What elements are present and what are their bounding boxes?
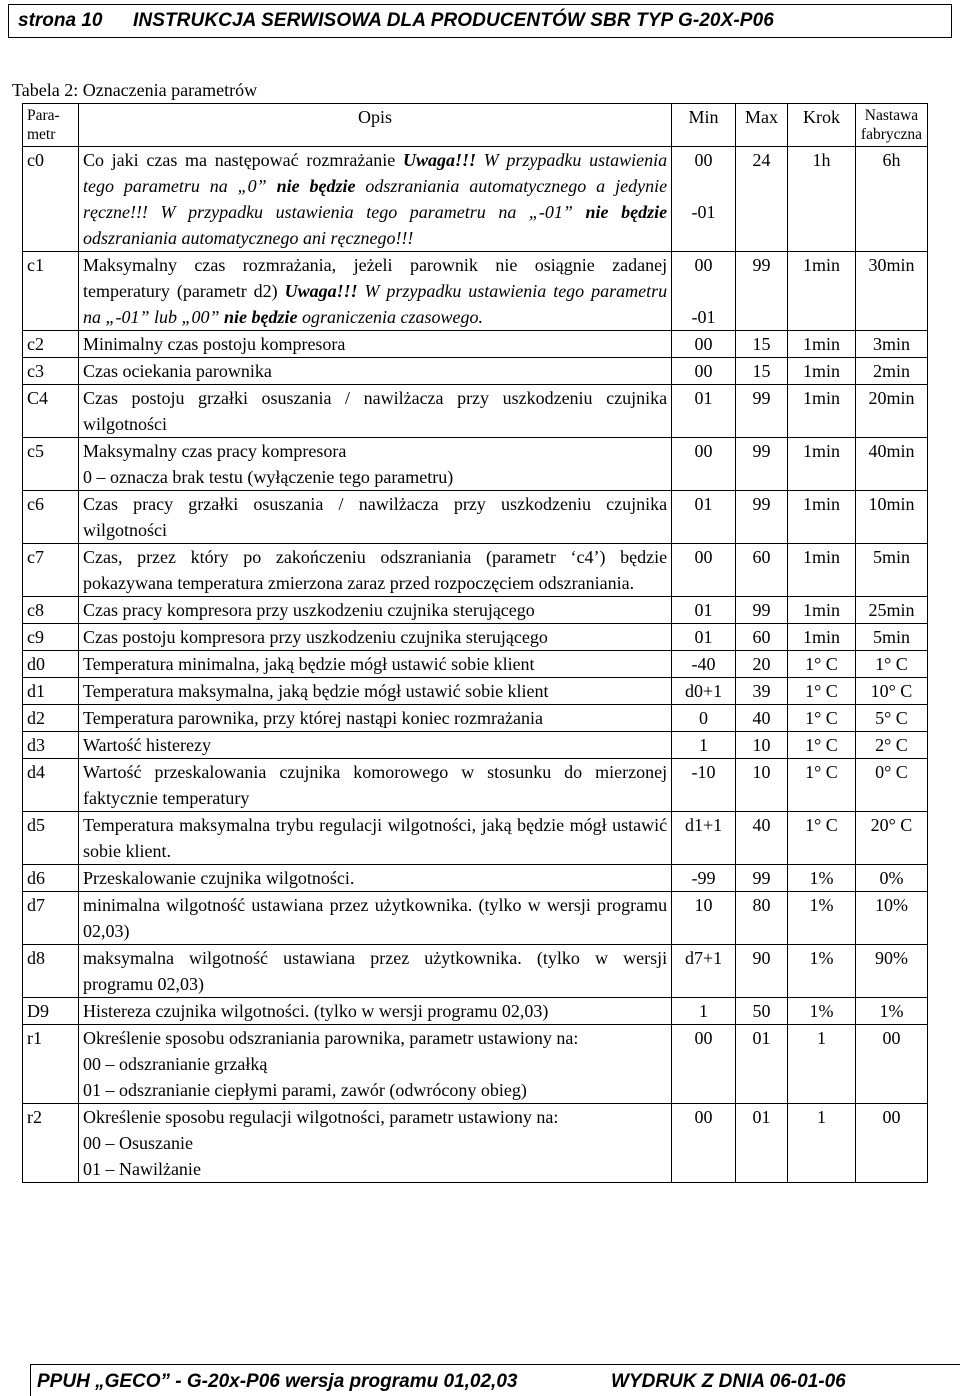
max-value: 40 — [736, 705, 788, 732]
min-value — [672, 385, 736, 438]
min-value-primary: 1 — [699, 735, 709, 755]
max-value: 20 — [736, 651, 788, 678]
description-line: Czas postoju kompresora przy uszkodzeniu czujnika sterującego — [82, 627, 548, 647]
max-value: 90 — [736, 945, 788, 998]
factory-default-value: 00 — [855, 1025, 927, 1104]
description-line: Temperatura maksymalna, jaką będzie mógł ustawić sobie klient — [82, 681, 549, 701]
min-value — [672, 678, 736, 705]
col-header-min: Min — [672, 104, 736, 147]
table-row — [23, 597, 928, 624]
table-row — [23, 678, 928, 705]
min-value — [672, 1104, 736, 1183]
max-value: 39 — [736, 678, 788, 705]
param-description — [78, 438, 671, 491]
param-code: d3 — [23, 732, 79, 759]
param-description — [78, 759, 671, 812]
footer-left: PPUH „GECO” - G-20x-P06 wersja programu 01,02,03 — [37, 1371, 518, 1392]
factory-default-value: 2° C — [855, 732, 927, 759]
step-value: 1min — [788, 544, 856, 597]
max-value: 99 — [736, 385, 788, 438]
factory-default-value: 10° C — [855, 678, 927, 705]
step-value: 1min — [788, 491, 856, 544]
factory-default-value: 10% — [855, 892, 927, 945]
description-line: Histereza czujnika wilgotności. (tylko w wersji programu 02,03) — [82, 1001, 549, 1021]
param-description — [78, 892, 671, 945]
max-value: 99 — [736, 438, 788, 491]
description-line: Temperatura parownika, przy której nastąpi koniec rozmrażania — [82, 708, 543, 728]
param-description — [78, 945, 671, 998]
step-value: 1° C — [788, 651, 856, 678]
param-code: c7 — [23, 544, 79, 597]
max-value: 99 — [736, 491, 788, 544]
factory-default-value: 3min — [855, 331, 927, 358]
min-value-primary: d0+1 — [684, 681, 723, 701]
param-description — [78, 331, 671, 358]
factory-default-value: 20min — [855, 385, 927, 438]
param-code: c5 — [23, 438, 79, 491]
min-value — [672, 491, 736, 544]
page-footer — [30, 1364, 960, 1396]
factory-default-value: 2min — [855, 358, 927, 385]
table-row — [23, 544, 928, 597]
min-value — [672, 651, 736, 678]
min-value — [672, 998, 736, 1025]
max-value: 50 — [736, 998, 788, 1025]
factory-default-value: 25min — [855, 597, 927, 624]
table-row — [23, 759, 928, 812]
max-value: 99 — [736, 865, 788, 892]
min-value-primary: 01 — [694, 627, 713, 647]
description-line: minimalna wilgotność ustawiana przez użytkownika. (tylko w wersji programu 02,03) — [82, 895, 668, 941]
min-value — [672, 732, 736, 759]
table-row — [23, 998, 928, 1025]
param-code: c3 — [23, 358, 79, 385]
description-line: Określenie sposobu odszraniania parownika, parametr ustawiony na: — [82, 1028, 579, 1048]
min-value-primary: 01 — [694, 388, 713, 408]
min-value-primary: 01 — [694, 494, 713, 514]
step-value: 1min — [788, 597, 856, 624]
min-value-primary: 00 — [694, 334, 713, 354]
table-row — [23, 732, 928, 759]
step-value: 1° C — [788, 812, 856, 865]
param-description — [78, 1104, 671, 1183]
factory-default-value: 30min — [855, 252, 927, 331]
step-value: 1° C — [788, 732, 856, 759]
step-value: 1% — [788, 865, 856, 892]
factory-default-value: 0% — [855, 865, 927, 892]
table-caption: Tabela 2: Oznaczenia parametrów — [12, 80, 258, 100]
table-row — [23, 651, 928, 678]
step-value: 1° C — [788, 678, 856, 705]
min-value-primary: 01 — [694, 600, 713, 620]
param-code: r2 — [23, 1104, 79, 1183]
param-description — [78, 812, 671, 865]
min-value-primary: 1 — [699, 1001, 709, 1021]
table-row — [23, 147, 928, 252]
step-value: 1min — [788, 624, 856, 651]
min-value-primary: 0 — [699, 708, 709, 728]
max-value: 99 — [736, 252, 788, 331]
description-line: Czas postoju grzałki osuszania / nawilżacza przy uszkodzeniu czujnika wilgotności — [82, 388, 668, 434]
document-title: INSTRUKCJA SERWISOWA DLA PRODUCENTÓW SBR TYP G-20X-P06 — [133, 10, 774, 31]
description-line: Czas pracy grzałki osuszania / nawilżacza przy uszkodzeniu czujnika wilgotności — [82, 494, 668, 540]
table-row — [23, 624, 928, 651]
table-row — [23, 1025, 928, 1104]
param-code: d1 — [23, 678, 79, 705]
table-row — [23, 385, 928, 438]
col-header-opis: Opis — [78, 104, 671, 147]
max-value: 24 — [736, 147, 788, 252]
table-row — [23, 331, 928, 358]
min-value — [672, 624, 736, 651]
min-value — [672, 331, 736, 358]
param-code: c8 — [23, 597, 79, 624]
col-header-max: Max — [736, 104, 788, 147]
page-number: strona 10 — [18, 10, 103, 31]
table-row — [23, 865, 928, 892]
step-value: 1% — [788, 945, 856, 998]
min-value-primary: -99 — [691, 868, 716, 888]
min-value — [672, 597, 736, 624]
min-value — [672, 147, 736, 252]
min-value-primary: 00 — [694, 1028, 713, 1048]
min-value — [672, 945, 736, 998]
description-line: Przeskalowanie czujnika wilgotności. — [82, 868, 355, 888]
param-description — [78, 358, 671, 385]
param-description: Co jaki czas ma następować rozmrażanie Uwaga!!! W przypadku ustawienia tego parametru na „0” nie będzie odszraniania automatycznego a jedynie ręczne!!! W przypadku ustawienia tego parametru na „-01” nie będzie odszraniania automatycznego ani ręcznego!!! — [78, 147, 671, 252]
description-line: 00 – odszranianie grzałką — [82, 1054, 268, 1074]
min-value-primary: -40 — [691, 654, 716, 674]
param-code: c6 — [23, 491, 79, 544]
step-value: 1% — [788, 998, 856, 1025]
param-description — [78, 998, 671, 1025]
factory-default-value: 5min — [855, 544, 927, 597]
param-description: Maksymalny czas rozmrażania, jeżeli parownik nie osiągnie zadanej temperatury (parametr d2) Uwaga!!! W przypadku ustawienia tego parametru na „-01” lub „00” nie będzie ograniczenia czasowego. — [78, 252, 671, 331]
param-code: c0 — [23, 147, 79, 252]
max-value: 40 — [736, 812, 788, 865]
max-value: 60 — [736, 624, 788, 651]
factory-default-value: 20° C — [855, 812, 927, 865]
min-value-primary: -10 — [691, 762, 716, 782]
max-value: 80 — [736, 892, 788, 945]
param-code: C4 — [23, 385, 79, 438]
table-row — [23, 892, 928, 945]
param-code: d5 — [23, 812, 79, 865]
min-value — [672, 438, 736, 491]
max-value: 10 — [736, 732, 788, 759]
factory-default-value: 1° C — [855, 651, 927, 678]
param-code: d7 — [23, 892, 79, 945]
step-value: 1min — [788, 331, 856, 358]
step-value: 1min — [788, 252, 856, 331]
max-value: 15 — [736, 358, 788, 385]
min-value-primary: 00 — [694, 1107, 713, 1127]
max-value: 15 — [736, 331, 788, 358]
min-value-primary: 00 — [694, 361, 713, 381]
min-value-primary: d1+1 — [684, 815, 723, 835]
min-value-primary: 00 — [694, 547, 713, 567]
col-header-param: Para-metr — [23, 104, 79, 147]
table-row — [23, 1104, 928, 1183]
step-value: 1min — [788, 438, 856, 491]
factory-default-value: 00 — [855, 1104, 927, 1183]
factory-default-value: 90% — [855, 945, 927, 998]
table-row — [23, 438, 928, 491]
step-value: 1min — [788, 385, 856, 438]
description-line: Temperatura minimalna, jaką będzie mógł ustawić sobie klient — [82, 654, 535, 674]
param-description — [78, 491, 671, 544]
param-code: d2 — [23, 705, 79, 732]
min-value — [672, 759, 736, 812]
param-code: d6 — [23, 865, 79, 892]
min-value-alternate: -01 — [691, 202, 716, 222]
param-code: d0 — [23, 651, 79, 678]
description-line: 0 – oznacza brak testu (wyłączenie tego parametru) — [82, 467, 454, 487]
description-line: Określenie sposobu regulacji wilgotności, parametr ustawiony na: — [82, 1107, 559, 1127]
description-line: Temperatura maksymalna trybu regulacji wilgotności, jaką będzie mógł ustawić sobie klient. — [82, 815, 668, 861]
min-value — [672, 865, 736, 892]
max-value: 10 — [736, 759, 788, 812]
param-code: d4 — [23, 759, 79, 812]
min-value — [672, 358, 736, 385]
param-description — [78, 732, 671, 759]
param-description — [78, 1025, 671, 1104]
table-row — [23, 252, 928, 331]
param-description — [78, 651, 671, 678]
max-value: 01 — [736, 1104, 788, 1183]
description-line: Wartość przeskalowania czujnika komorowego w stosunku do mierzonej faktycznie temperatury — [82, 762, 668, 808]
table-header-row — [23, 104, 928, 147]
factory-default-value: 5° C — [855, 705, 927, 732]
param-code: r1 — [23, 1025, 79, 1104]
description-line: Minimalny czas postoju kompresora — [82, 334, 346, 354]
param-description — [78, 544, 671, 597]
param-description — [78, 385, 671, 438]
description-line: Czas pracy kompresora przy uszkodzeniu czujnika sterującego — [82, 600, 535, 620]
max-value: 60 — [736, 544, 788, 597]
footer-right: WYDRUK Z DNIA 06-01-06 — [611, 1371, 846, 1392]
min-value-primary: 00 — [694, 255, 713, 275]
step-value: 1° C — [788, 759, 856, 812]
min-value-primary: 00 — [694, 150, 713, 170]
step-value: 1h — [788, 147, 856, 252]
description-line: Czas ociekania parownika — [82, 361, 272, 381]
min-value — [672, 705, 736, 732]
table-row — [23, 358, 928, 385]
min-value — [672, 812, 736, 865]
step-value: 1 — [788, 1025, 856, 1104]
min-value — [672, 252, 736, 331]
param-code: c2 — [23, 331, 79, 358]
min-value — [672, 544, 736, 597]
description-line: Czas, przez który po zakończeniu odszraniania (parametr ‘c4’) będzie pokazywana temperatura zmierzona zaraz przed rozpoczęciem odszraniania. — [82, 547, 668, 593]
param-code: d8 — [23, 945, 79, 998]
factory-default-value: 40min — [855, 438, 927, 491]
min-value-primary: 10 — [694, 895, 713, 915]
min-value — [672, 1025, 736, 1104]
factory-default-value: 5min — [855, 624, 927, 651]
table-row — [23, 945, 928, 998]
min-value — [672, 892, 736, 945]
max-value: 01 — [736, 1025, 788, 1104]
description-line: Maksymalny czas pracy kompresora — [82, 441, 347, 461]
col-header-krok: Krok — [788, 104, 856, 147]
page-header — [8, 4, 952, 38]
min-value-alternate: -01 — [691, 307, 716, 327]
param-code: c9 — [23, 624, 79, 651]
parameters-table — [22, 103, 928, 1183]
param-description — [78, 865, 671, 892]
description-line: 01 – Nawilżanie — [82, 1159, 201, 1179]
table-row — [23, 812, 928, 865]
param-description — [78, 624, 671, 651]
param-description — [78, 705, 671, 732]
factory-default-value: 10min — [855, 491, 927, 544]
col-header-fab: Nastawa fabryczna — [855, 104, 927, 147]
step-value: 1min — [788, 358, 856, 385]
factory-default-value: 6h — [855, 147, 927, 252]
max-value: 99 — [736, 597, 788, 624]
param-code: D9 — [23, 998, 79, 1025]
step-value: 1° C — [788, 705, 856, 732]
description-line: maksymalna wilgotność ustawiana przez użytkownika. (tylko w wersji programu 02,03) — [82, 948, 668, 994]
table-row — [23, 491, 928, 544]
param-code: c1 — [23, 252, 79, 331]
table-row — [23, 705, 928, 732]
step-value: 1% — [788, 892, 856, 945]
description-line: 01 – odszranianie ciepłymi parami, zawór (odwrócony obieg) — [82, 1080, 527, 1100]
param-description — [78, 678, 671, 705]
description-line: 00 – Osuszanie — [82, 1133, 193, 1153]
min-value-primary: 00 — [694, 441, 713, 461]
factory-default-value: 1% — [855, 998, 927, 1025]
param-description — [78, 597, 671, 624]
step-value: 1 — [788, 1104, 856, 1183]
factory-default-value: 0° C — [855, 759, 927, 812]
min-value-primary: d7+1 — [684, 948, 723, 968]
description-line: Wartość histerezy — [82, 735, 211, 755]
